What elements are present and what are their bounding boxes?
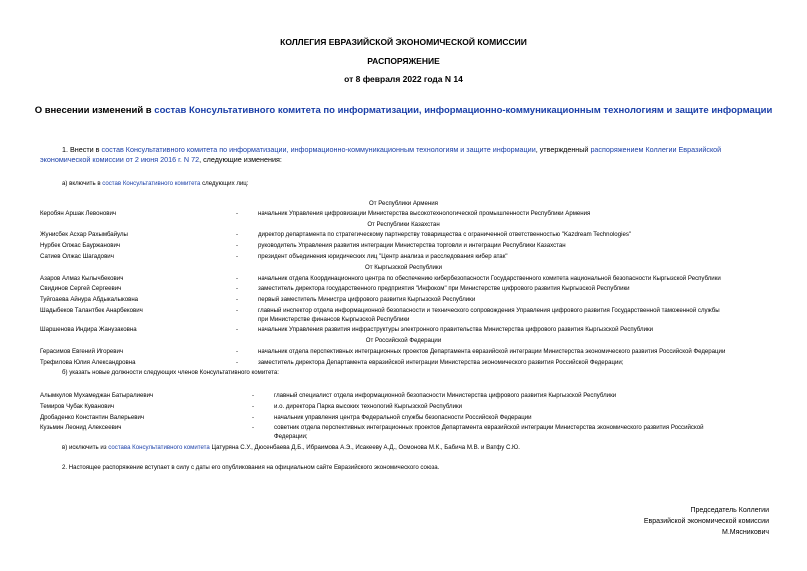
table-row-continuation <box>0 316 807 326</box>
member-dash: - <box>236 285 239 292</box>
date-number: от 8 февраля 2022 года N 14 <box>344 74 463 84</box>
member-position: начальник управления центра Федеральной службы безопасности Российской Федерации <box>274 414 532 421</box>
member-name: Сатиев Олжас Шагадович <box>40 253 114 260</box>
group-armenia: От Республики Армения <box>369 200 438 207</box>
signature-line-1: Председатель Коллегии <box>690 507 769 514</box>
member-name: Нурбек Олжас Бауржанович <box>40 242 121 249</box>
doc-type: РАСПОРЯЖЕНИЕ <box>367 56 440 66</box>
table-row <box>0 348 807 358</box>
member-dash: - <box>236 359 239 366</box>
table-row <box>0 414 807 424</box>
para1-link-order[interactable]: распоряжением Коллегии Евразийской экономической комиссии от 2 июня 2016 г. N 72 <box>40 145 722 164</box>
member-position: главный специалист отдела информационной безопасности Министерства цифрового развития Кыргызской Республики <box>274 392 617 399</box>
member-dash: - <box>236 210 239 217</box>
table-row-continuation <box>0 433 807 443</box>
member-name: Кузьмин Леонид Алексеевич <box>40 424 122 431</box>
member-position: руководитель Управления развития интеграции Министерства торговли и интеграции Республики Казахстан <box>258 242 566 249</box>
member-dash: - <box>252 392 255 399</box>
member-name: Свидинов Сергей Сергеевич <box>40 285 122 292</box>
table-row <box>0 210 807 220</box>
member-name: Керобян Аршак Левонович <box>40 210 117 217</box>
para1-text-2: , утвержденный <box>535 145 591 154</box>
table-row <box>0 275 807 285</box>
member-dash: - <box>236 242 239 249</box>
group-kyrgyzstan: От Кыргызской Республики <box>364 264 443 271</box>
member-name: Туйгоаева Айнура Абдыкалыковна <box>40 296 139 303</box>
member-name: Дробаденко Константин Валерьевич <box>40 414 145 421</box>
item-c-text-2: Цатуряна С.У., Дюсенбаева Д.Б., Ибраимова А.Э., Исакееву А.Д., Осмонова М.К., Бабича М.В. и Ватфу С.Ю. <box>209 444 520 451</box>
member-position-cont: Федерации; <box>274 433 308 440</box>
title-link[interactable]: состав Консультативного комитета по информатизации, информационно-коммуникационным технологиям и защите информации <box>154 105 773 116</box>
table-row <box>0 359 807 369</box>
item-a-text-2: следующих лиц: <box>200 180 249 187</box>
item-a-link[interactable]: состав Консультативного комитета <box>102 180 201 187</box>
item-b: б) указать новые должности следующих членов Консультативного комитета: <box>62 369 279 376</box>
member-position: директор департамента по стратегическому партнерству товарищества с ограниченной ответственностью "Kazdream Technologies" <box>258 231 632 238</box>
signature-line-2: Евразийской экономической комиссии <box>643 518 769 525</box>
table-row <box>0 326 807 336</box>
signature-line-3: М.Мясникович <box>722 529 769 536</box>
member-position: президент объединения юридических лиц "Центр анализа и расследования кибер атак" <box>258 253 508 260</box>
table-row <box>0 231 807 241</box>
member-name: Трефилова Юлия Александровна <box>40 359 136 366</box>
item-a-text-1: а) включить в <box>62 180 103 187</box>
para1-text-3: , следующие изменения: <box>199 154 282 164</box>
member-name: Жунисбек Асхар Рахымбайулы <box>40 231 128 238</box>
member-dash: - <box>236 275 239 282</box>
member-position: начальник отдела перспективных интеграционных проектов Департамента евразийской интеграции Министерства экономического развития Российской Федерации <box>258 348 726 355</box>
member-position: советник отдела перспективных интеграционных проектов Департамента евразийской интеграции Министерства экономического развития Российской <box>274 424 704 431</box>
member-dash: - <box>252 424 255 431</box>
member-name: Азаров Алмаз Кылычбекович <box>40 275 124 282</box>
table-row <box>0 296 807 306</box>
member-dash: - <box>236 253 239 260</box>
member-position: начальник отдела Координационного центра по обеспечению кибербезопасности Государственного комитета национальной безопасности Кыргызской Республики <box>258 275 721 282</box>
member-name: Алымкулов Мухамеджан Батырaлиевич <box>40 392 154 399</box>
table-row <box>0 285 807 295</box>
para1-link-composition[interactable]: состав Консультативного комитета по информатизации, информационно-коммуникационным технологиям и защите информации <box>101 145 536 154</box>
table-row <box>0 242 807 252</box>
document-title <box>0 105 807 116</box>
table-row <box>0 253 807 263</box>
item-c-link[interactable]: состава Консультативного комитета <box>108 444 210 451</box>
member-name: Герасимов Евгений Игоревич <box>40 348 124 355</box>
para1-text-1: 1. Внести в <box>62 145 102 154</box>
member-name: Шаршенова Индира Жанузаковна <box>40 326 137 333</box>
member-dash: - <box>236 307 239 314</box>
member-position: первый заместитель Министра цифрового развития Кыргызской Республики <box>258 296 476 303</box>
signature-block <box>644 505 769 538</box>
member-position: заместитель директора Департамента евразийской интеграции Министерства экономического развития Российской Федерации; <box>258 359 624 366</box>
table-row <box>0 403 807 413</box>
paragraph-1 <box>40 145 770 164</box>
group-kazakhstan: От Республики Казахстан <box>367 221 440 228</box>
member-dash: - <box>252 403 255 410</box>
member-position: и.о. директора Парка высоких технологий Кыргызской Республики <box>274 403 463 410</box>
item-a <box>62 180 248 187</box>
member-name: Шадыбеков Талантбек Анарбекович <box>40 307 143 314</box>
member-position: заместитель директора государственного предприятия "Инфоком" при Министерстве цифрового развития Кыргызской Республики <box>258 285 630 292</box>
member-dash: - <box>236 348 239 355</box>
member-dash: - <box>236 326 239 333</box>
member-position: начальник Управления развития инфраструктуры электронного правительства Министерства цифрового развития Кыргызской Республики <box>258 326 654 333</box>
member-name: Темиров Чубак Куванович <box>40 403 115 410</box>
member-position: главный инспектор отдела информационной безопасности и технического сопровождения Управления цифрового развития Государственной таможенной службы <box>258 307 720 314</box>
member-dash: - <box>252 414 255 421</box>
item-c <box>62 444 520 451</box>
member-dash: - <box>236 296 239 303</box>
member-position: начальник Управления цифровизации Министерства высокотехнологической промышленности Республики Армения <box>258 210 591 217</box>
paragraph-2: 2. Настоящее распоряжение вступает в силу с даты его опубликования на официальном сайте Евразийского экономического союза. <box>62 464 440 471</box>
table-row <box>0 392 807 402</box>
title-prefix: О внесении изменений в <box>34 105 155 116</box>
org-name: КОЛЛЕГИЯ ЕВРАЗИЙСКОЙ ЭКОНОМИЧЕСКОЙ КОМИССИИ <box>280 37 527 47</box>
group-russia: От Российской Федерации <box>365 337 442 344</box>
member-dash: - <box>236 231 239 238</box>
member-position-cont: при Министерстве финансов Кыргызской Республики <box>258 316 410 323</box>
item-c-text-1: в) исключить из <box>62 444 109 451</box>
